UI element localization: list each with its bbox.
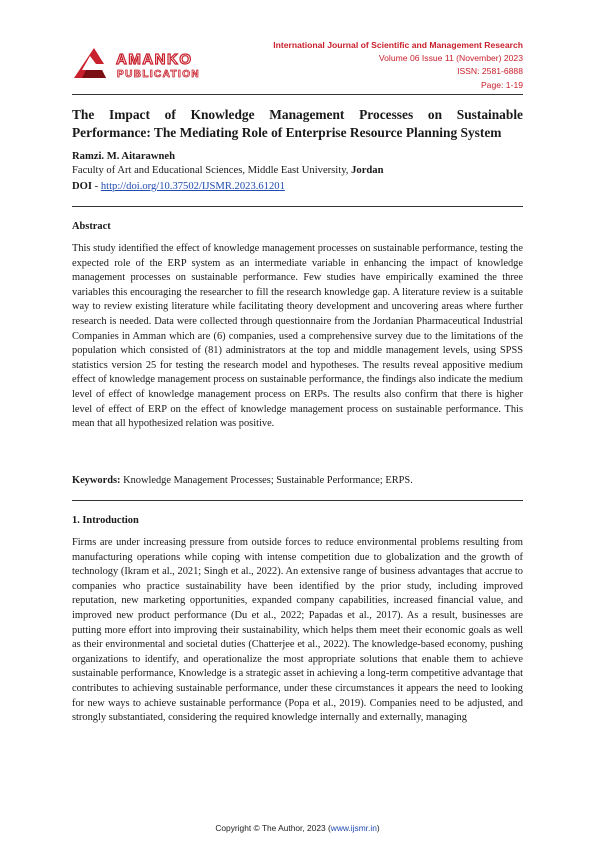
journal-issn: ISSN: 2581-6888 (457, 66, 523, 77)
journal-name: International Journal of Scientific and Management Research (273, 40, 523, 50)
keywords-line (72, 475, 413, 486)
abstract-heading: Abstract (72, 221, 111, 232)
keywords-text: Knowledge Management Processes; Sustainable Performance; ERPS. (120, 475, 413, 486)
footer-copyright: Copyright © The Author, 2023 ( (215, 823, 331, 833)
author-name: Ramzi. M. Aitarawneh (72, 151, 175, 162)
affiliation-country: Jordan (351, 165, 384, 176)
footer-close: ) (376, 823, 380, 833)
abstract-bottom-divider (72, 500, 523, 501)
introduction-text: Firms are under increasing pressure from outside forces to reduce environmental problems resulting from manufacturing operations while coping with intense competition due to globalization and the growth of technology (Ikram et al., 2021; Singh et al., 2022). An extensive range of business advantages that accrue to companies who practice sustainability have been identified by the prior study, including improved reputation, new marketing opportunities, expanded company capabilities, increased financial value, and improved new product performance (Du et al., 2022; Papadas et al., 2017). As a result, businesses are putting more effort into improving their sustainability, which helps them meet their economic goals as well as their environmental and societal duties (Chatterjee et al., 2022). The knowledge-based economy, pushing organizations to identify, and operationalize the most appropriate solutions that enable them to achieve sustainable performance, Knowledge is a strategic asset in achieving a long-term competitive advantage that contributes to achieving sustainable performance, under these circumstances it appears the need to looking for new ways to achieve sustainable performance (Popa et al., 2019). Companies need to be adjusted, and strongly substantiated, considering the required knowledge internally and externally, managing (72, 537, 523, 724)
logo-subtitle: PUBLICATION (117, 69, 200, 80)
doi-label: DOI (72, 181, 93, 192)
publisher-logo (72, 44, 224, 84)
article-title: The Impact of Knowledge Management Processes on Sustainable Performance: The Mediating Role of Enterprise Resource Planning System (72, 107, 523, 140)
abstract-text: This study identified the effect of knowledge management processes on sustainable performance, testing the expected role of the ERP system as an intermediate variable in enhancing the impact of knowledge management processes on sustainable performance. Few studies have empirically examined the three variables this encouraging the researcher to fill the research knowledge gap. A literature review is a suitable way to review existing literature while facilitating theory development and uncovering areas where further research is needed. Data were collected through questionnaire from the Jordanian Pharmaceutical Industrial Companies in Amman which are (6) companies, used a comprehensive survey due to the limitations of the population which consisted of (81) administrators at the top and middle management levels, using SPSS statistics version 25 for testing the research model and hypotheses. The results reveal appositive medium effect of knowledge management process on sustainable performance, the findings also indicate the medium level of effect of knowledge management process on ERPs. The results also confirm that there is higher level of effect of ERP on the effect of knowledge management process on sustainable performance. This mean that all hypothesized relation was positive. (72, 243, 523, 430)
footer-link[interactable]: www.ijsmr.in (330, 823, 377, 833)
header-divider (72, 94, 523, 95)
amanko-logo-mark (72, 44, 224, 84)
page-footer (0, 823, 595, 833)
abstract-body (72, 242, 523, 432)
author-affiliation (72, 165, 384, 176)
doi-separator: - (92, 181, 101, 192)
journal-volume: Volume 06 Issue 11 (November) 2023 (378, 53, 523, 64)
introduction-body (72, 536, 523, 726)
doi-link[interactable]: http://doi.org/10.37502/IJSMR.2023.61201 (100, 181, 285, 192)
keywords-label: Keywords: (72, 475, 121, 486)
logo-wordmark: AMANKO (116, 51, 193, 68)
doi-line (72, 181, 285, 192)
abstract-top-divider (72, 206, 523, 207)
introduction-heading: 1. Introduction (72, 515, 139, 526)
journal-info (273, 39, 523, 92)
journal-pages: Page: 1-19 (480, 79, 523, 90)
affiliation-text: Faculty of Art and Educational Sciences, Middle East University, (72, 165, 352, 176)
